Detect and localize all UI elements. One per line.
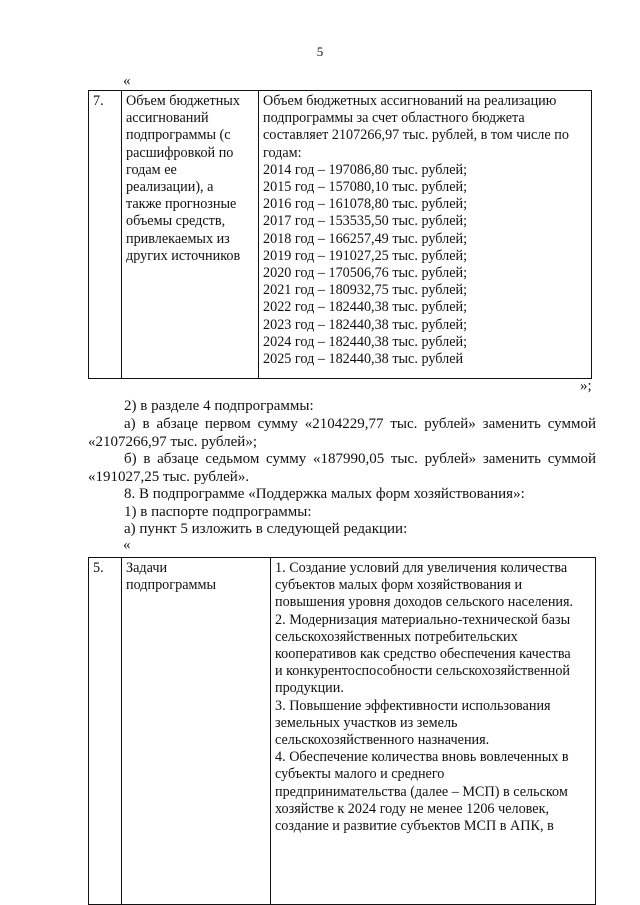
row-content: [271, 558, 596, 905]
name-line: объемы средств,: [126, 213, 226, 230]
content-line: 2019 год – 191027,25 тыс. рублей;: [263, 247, 468, 264]
row-name: [122, 558, 271, 905]
content-line: составляет 2107266,97 тыс. рублей, в том числе по: [263, 127, 569, 144]
content-line: сельскохозяйственного назначения.: [275, 732, 490, 749]
content-line: 2016 год – 161078,80 тыс. рублей;: [263, 196, 468, 213]
content-line: Объем бюджетных ассигнований на реализацию: [263, 93, 557, 109]
content-line: 2021 год – 180932,75 тыс. рублей;: [263, 282, 468, 299]
name-line: реализации), а: [126, 179, 214, 196]
paragraph-subprogram-8: 8. В подпрограмме «Поддержка малых форм хозяйствования»:: [124, 486, 525, 502]
content-line: 2018 год – 166257,49 тыс. рублей;: [263, 230, 468, 247]
content-line: земельных участков из земель: [275, 714, 458, 731]
content-line: 2023 год – 182440,38 тыс. рублей;: [263, 316, 468, 333]
content-line: сельскохозяйственных потребительских: [275, 628, 518, 645]
content-line: 4. Обеспечение количества вновь вовлеченных в: [275, 749, 569, 766]
tasks-table: [88, 557, 596, 905]
content-line: 2025 год – 182440,38 тыс. рублей: [263, 351, 464, 368]
name-line: привлекаемых из: [126, 230, 230, 247]
content-line: повышения уровня доходов сельского населения.: [275, 594, 574, 611]
table-row: [89, 91, 592, 379]
content-line: 2020 год – 170506,76 тыс. рублей;: [263, 265, 468, 282]
paragraph-seventh-abzac: б) в абзаце седьмом сумму «187990,05 тыс. рублей» заменить суммой: [124, 451, 596, 467]
content-line: кооперативов как средство обеспечения качества: [275, 646, 571, 663]
content-line: субъектов малых форм хозяйствования и: [275, 577, 523, 594]
name-line: также прогнозные: [126, 196, 237, 213]
name-line: Объем бюджетных: [126, 93, 240, 109]
content-line: годам:: [263, 144, 302, 161]
name-line: ассигнований: [126, 110, 209, 127]
content-line: 2015 год – 157080,10 тыс. рублей;: [263, 179, 468, 196]
content-line: субъекты малого и среднего: [275, 766, 445, 783]
content-line: 1. Создание условий для увеличения количества: [275, 560, 568, 576]
name-line: подпрограммы (с: [126, 127, 231, 144]
quote-open-1: «: [123, 73, 131, 89]
content-line: хозяйстве к 2024 году не менее 1206 человек,: [275, 800, 550, 817]
row-name: [122, 91, 259, 379]
row-number: 5.: [89, 558, 122, 905]
budget-table: [88, 90, 592, 379]
name-line: Задачи: [126, 560, 168, 576]
paragraph-passport: 1) в паспорте подпрограммы:: [124, 504, 312, 520]
table-row: [89, 558, 596, 905]
name-line: подпрограммы: [126, 577, 216, 594]
paragraph-section-4: 2) в разделе 4 подпрограммы:: [124, 398, 314, 414]
content-line: 2024 год – 182440,38 тыс. рублей;: [263, 333, 468, 350]
content-line: 3. Повышение эффективности использования: [275, 697, 551, 714]
content-line: 2022 год – 182440,38 тыс. рублей;: [263, 299, 468, 316]
name-line: других источников: [126, 247, 241, 264]
content-line: 2017 год – 153535,50 тыс. рублей;: [263, 213, 468, 230]
paragraph-seventh-abzac-cont: «191027,25 тыс. рублей».: [88, 469, 250, 485]
content-line: продукции.: [275, 680, 344, 697]
row-content: [259, 91, 592, 379]
content-line: 2. Модернизация материально-технической базы: [275, 611, 571, 628]
paragraph-first-abzac-cont: «2107266,97 тыс. рублей»;: [88, 434, 257, 450]
quote-close: »;: [580, 378, 592, 394]
content-line: создание и развитие субъектов МСП в АПК, в: [275, 818, 554, 835]
quote-open-2: «: [123, 537, 131, 553]
paragraph-point-5: а) пункт 5 изложить в следующей редакции:: [124, 521, 408, 537]
content-line: 2014 год – 197086,80 тыс. рублей;: [263, 161, 468, 178]
paragraph-first-abzac: а) в абзаце первом сумму «2104229,77 тыс. рублей» заменить суммой: [124, 416, 596, 432]
name-line: годам ее: [126, 161, 177, 178]
content-line: предпринимательства (далее – МСП) в сельском: [275, 783, 568, 800]
content-line: и конкурентоспособности сельскохозяйственной: [275, 663, 571, 680]
content-line: подпрограммы за счет областного бюджета: [263, 110, 525, 127]
name-line: расшифровкой по: [126, 144, 234, 161]
page-number: 5: [316, 44, 324, 59]
row-number: 7.: [89, 91, 122, 379]
